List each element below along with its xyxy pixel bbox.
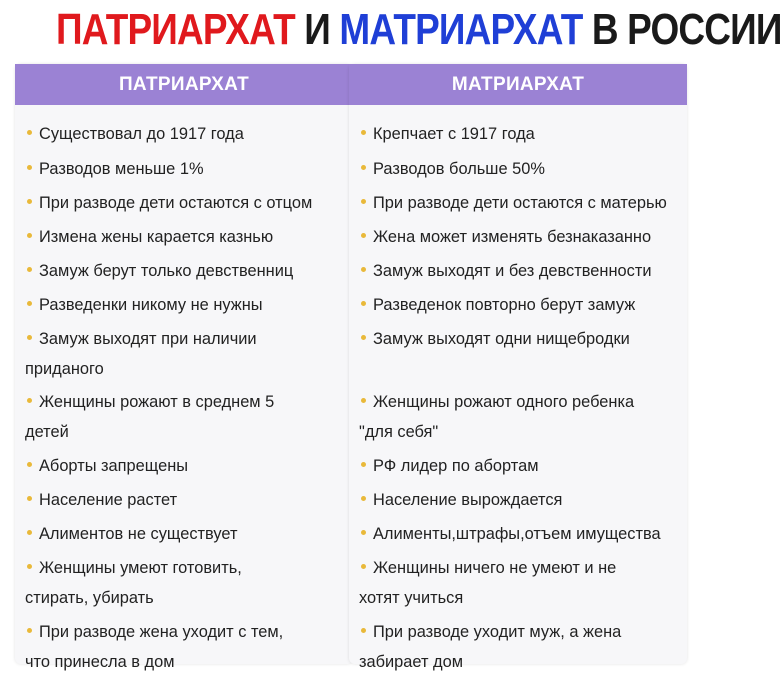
bullet-icon [361,335,366,340]
list-item: Замуж выходят одни нищебродки [359,324,681,354]
bullet-icon [361,199,366,204]
list-item: Замуж выходят и без девственности [359,256,681,286]
list-item: Алиментов не существует [25,519,347,549]
bullet-icon [27,130,32,135]
bullet-icon [27,199,32,204]
patriarchy-header: ПАТРИАРХАТ [15,64,353,105]
matriarchy-header: МАТРИАРХАТ [349,64,687,105]
patriarchy-column [15,64,353,671]
bullet-icon [361,267,366,272]
list-item: Крепчает с 1917 года [359,119,681,149]
list-item: Женщины рожают одного ребенка "для себя" [359,393,635,441]
bullet-icon [361,130,366,135]
list-item: РФ лидер по абортам [359,451,681,481]
bullet-icon [361,564,366,569]
bullet-icon [361,462,366,467]
bullet-icon [361,233,366,238]
bullet-icon [27,462,32,467]
bullet-icon [27,267,32,272]
list-item: При разводе дети остаются с отцом [25,188,347,218]
list-item: Разводов больше 50% [359,154,681,184]
list-item: Разводов меньше 1% [25,154,347,184]
title-in-russia: В РОССИИ [582,5,782,54]
list-item: Женщины ничего не умеют и не хотят учиться [359,559,617,607]
list-item: Аборты запрещены [25,451,347,481]
list-item: Разведенок повторно берут замуж [359,290,681,320]
list-item: Население растет [25,485,347,515]
list-item: Население вырождается [359,485,681,515]
matriarchy-column [349,64,687,671]
title-matriarchy: МАТРИАРХАТ [339,5,583,54]
list-item: При разводе жена уходит с тем, что принесла в дом [25,623,284,671]
list-item: Измена жены карается казнью [25,222,347,252]
bullet-icon [361,628,366,633]
bullet-icon [27,398,32,403]
title-and: И [294,5,340,54]
list-item: Существовал до 1917 года [25,119,347,149]
bullet-icon [27,335,32,340]
list-item: При разводе уходит муж, а жена забирает дом [359,623,622,671]
list-item: Разведенки никому не нужны [25,290,347,320]
bullet-icon [27,165,32,170]
bullet-icon [361,398,366,403]
list-item: Женщины рожают в среднем 5 детей [25,393,275,441]
list-item: Замуж выходят при наличии приданого [25,330,257,378]
list-item: При разводе дети остаются с матерью [359,188,681,218]
bullet-icon [361,165,366,170]
bullet-icon [361,496,366,501]
list-item: Женщины умеют готовить, стирать, убирать [25,559,242,607]
page-title [56,4,782,56]
list-item: Замуж берут только девственниц [25,256,347,286]
title-patriarchy: ПАТРИАРХАТ [56,5,295,54]
bullet-icon [27,233,32,238]
list-item: Алименты,штрафы,отъем имущества [359,519,681,549]
list-item: Жена может изменять безнаказанно [359,222,681,252]
bullet-icon [27,301,32,306]
bullet-icon [27,564,32,569]
bullet-icon [27,496,32,501]
bullet-icon [27,628,32,633]
bullet-icon [27,530,32,535]
bullet-icon [361,301,366,306]
bullet-icon [361,530,366,535]
